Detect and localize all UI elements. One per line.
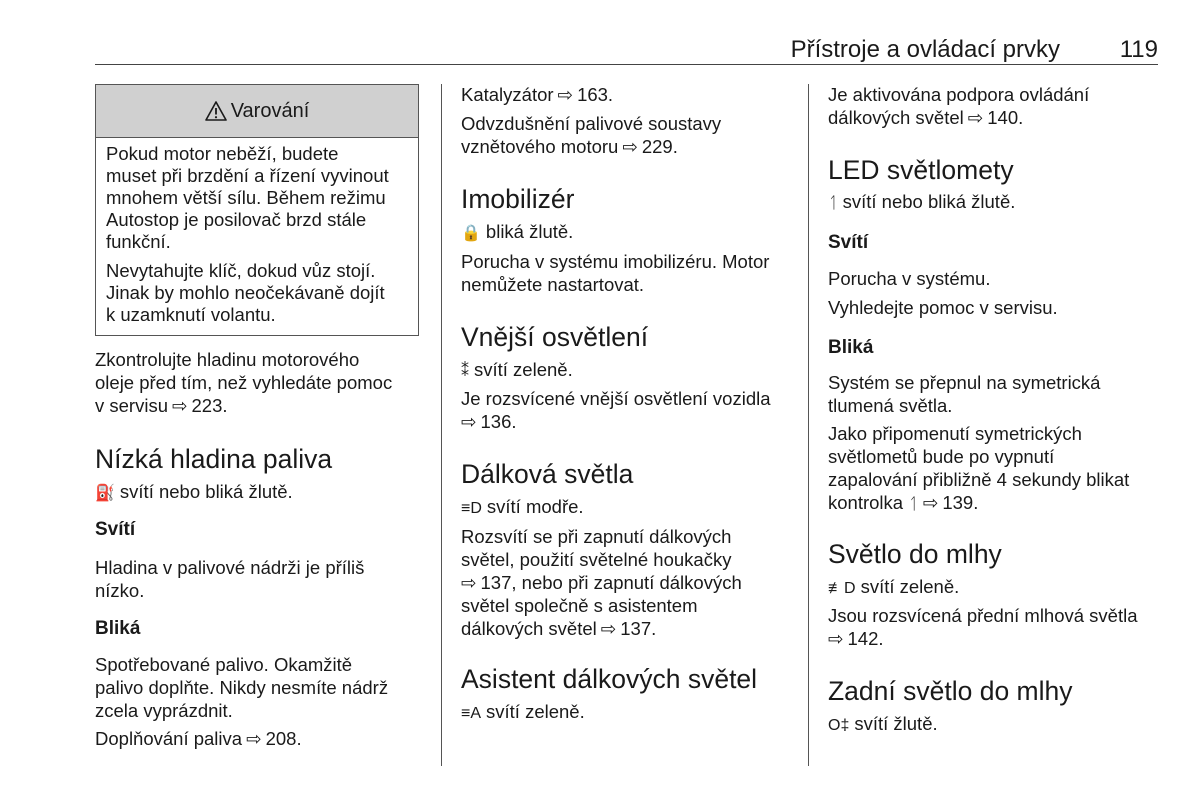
section-heading-immobilizer: Imobilizér (461, 184, 575, 214)
symbol-description: svítí žlutě. (854, 713, 938, 734)
paragraph-line (461, 618, 656, 641)
paragraph-line (461, 411, 517, 434)
page-reference: 208. (265, 728, 302, 749)
rear-fog-light-icon: O‡ (828, 717, 850, 734)
paragraph-line (461, 84, 613, 107)
section-heading-high-beam-assist: Asistent dálkových světel (461, 664, 758, 694)
paragraph-line (461, 359, 573, 384)
reference-arrow-icon: ⇨ (557, 84, 574, 105)
warning-text-line: mnohem větší sílu. Během režimu (106, 187, 386, 208)
page-reference: 136. (480, 411, 517, 432)
subheading-sviti: Svítí (95, 519, 136, 540)
page-reference: 137. (620, 618, 657, 639)
page-section-title: Přístroje a ovládací prvky (790, 36, 1060, 63)
section-heading-rear-fog-light: Zadní světlo do mlhy (828, 676, 1073, 706)
high-beam-assist-icon: ≡A (461, 705, 482, 722)
paragraph-line: Odvzdušnění palivové soustavy (461, 113, 722, 134)
paragraph-line (461, 496, 584, 521)
page-reference: 229. (641, 136, 678, 157)
paragraph-line (461, 701, 585, 726)
paragraph-line: Rozsvítí se při zapnutí dálkových (461, 526, 732, 547)
page-reference: 142. (847, 628, 884, 649)
reference-arrow-icon: ⇨ (828, 628, 844, 649)
reference-arrow-icon: ⇨ (461, 572, 477, 593)
paragraph-line (828, 713, 938, 738)
paragraph-line: Je aktivována podpora ovládání (828, 84, 1090, 105)
paragraph-line: světel společně s asistentem (461, 595, 698, 616)
paragraph-text: kontrolka (828, 492, 904, 513)
symbol-description: svítí zeleně. (486, 701, 585, 722)
paragraph-line: Zkontrolujte hladinu motorového (95, 349, 360, 370)
paragraph-line: Spotřebované palivo. Okamžitě (95, 654, 353, 675)
paragraph-text: vznětového motoru (461, 136, 619, 157)
reference-arrow-icon: ⇨ (172, 395, 188, 416)
section-heading-high-beam: Dálková světla (461, 459, 634, 489)
paragraph-line (461, 221, 573, 246)
warning-heading-label: Varování (230, 99, 310, 122)
paragraph-line (828, 107, 1023, 130)
header-divider (95, 64, 1158, 65)
paragraph-text: dálkových světel (828, 107, 964, 128)
reference-arrow-icon: ⇨ (246, 728, 262, 749)
warning-text-line: muset při brzdění a řízení vyvinout (106, 165, 389, 186)
symbol-description: svítí zeleně. (860, 576, 960, 597)
warning-text-line: funkční. (106, 231, 171, 252)
warning-heading (96, 85, 418, 138)
paragraph-line: Hladina v palivové nádrži je příliš (95, 557, 365, 578)
page-reference: 140. (987, 107, 1024, 128)
paragraph-text: Doplňování paliva (95, 728, 243, 749)
symbol-description: svítí nebo bliká žlutě. (119, 481, 293, 502)
paragraph-line (828, 628, 884, 651)
paragraph-line: oleje před tím, než vyhledáte pomoc (95, 372, 393, 393)
exterior-light-icon: ⁑ (461, 363, 469, 380)
symbol-description: svítí nebo bliká žlutě. (842, 191, 1016, 212)
paragraph-line (461, 136, 678, 159)
paragraph-line (828, 191, 1015, 216)
paragraph-line (828, 576, 959, 601)
reference-arrow-icon: ⇨ (600, 618, 617, 639)
paragraph-line (95, 395, 228, 418)
paragraph-line: světel, použití světelné houkačky (461, 549, 732, 570)
symbol-description: svítí modře. (486, 496, 584, 517)
section-heading-led-headlights: LED světlomety (828, 155, 1014, 185)
warning-text-line: Autostop je posilovač brzd stále (106, 209, 367, 230)
paragraph-line: Je rozsvícené vnější osvětlení vozidla (461, 388, 771, 409)
reference-arrow-icon: ⇨ (967, 107, 984, 128)
page-reference: 163. (577, 84, 614, 105)
section-heading-low-fuel: Nízká hladina paliva (95, 444, 333, 474)
high-beam-icon: ≡D (461, 500, 482, 517)
paragraph-line: tlumená světla. (828, 395, 953, 416)
paragraph-line: zcela vyprázdnit. (95, 700, 233, 721)
led-headlight-icon: ᛐ (828, 195, 838, 212)
symbol-description: bliká žlutě. (485, 221, 574, 242)
reference-arrow-icon: ⇨ (922, 492, 939, 513)
warning-text-line: Pokud motor neběží, budete (106, 143, 339, 164)
section-heading-fog-light: Světlo do mlhy (828, 539, 1002, 569)
warning-text-line: Nevytahujte klíč, dokud vůz stojí. (106, 260, 376, 281)
warning-triangle-icon (205, 101, 227, 121)
warning-text-line: Jinak by mohlo neočekávaně dojít (106, 282, 385, 303)
paragraph-text: dálkových světel (461, 618, 597, 639)
paragraph-line (828, 492, 978, 517)
fuel-pump-icon: ⛽ (95, 485, 115, 502)
paragraph-line: Porucha v systému. (828, 268, 991, 289)
paragraph-line: Vyhledejte pomoc v servisu. (828, 297, 1058, 318)
paragraph-text: v servisu (95, 395, 168, 416)
paragraph-line: zapalování přibližně 4 sekundy blikat (828, 469, 1130, 490)
page-reference: 139. (942, 492, 979, 513)
warning-text-line: k uzamknutí volantu. (106, 304, 276, 325)
paragraph-text: 137, nebo při zapnutí dálkových (480, 572, 742, 593)
column-divider (808, 84, 809, 766)
section-heading-exterior-lights: Vnější osvětlení (461, 322, 649, 352)
paragraph-line (95, 728, 302, 751)
paragraph-line: Jsou rozsvícená přední mlhová světla (828, 605, 1138, 626)
paragraph-line (461, 572, 742, 595)
reference-arrow-icon: ⇨ (461, 411, 477, 432)
reference-arrow-icon: ⇨ (622, 136, 638, 157)
paragraph-line: světlometů bude po vypnutí (828, 446, 1055, 467)
paragraph-line: Systém se přepnul na symetrická (828, 372, 1101, 393)
paragraph-line: nemůžete nastartovat. (461, 274, 645, 295)
paragraph-line (95, 481, 293, 506)
led-headlight-icon: ᛐ (908, 496, 918, 513)
paragraph-line: Jako připomenutí symetrických (828, 423, 1082, 444)
subheading-blika: Bliká (828, 337, 874, 358)
subheading-blika: Bliká (95, 618, 141, 639)
paragraph-line: Porucha v systému imobilizéru. Motor (461, 251, 770, 272)
page-number: 119 (1119, 36, 1158, 63)
paragraph-line: nízko. (95, 580, 145, 601)
paragraph-line: palivo doplňte. Nikdy nesmíte nádrž (95, 677, 389, 698)
subheading-sviti: Svítí (828, 232, 869, 253)
column-divider (441, 84, 442, 766)
front-fog-light-icon: ≢D (828, 580, 856, 597)
symbol-description: svítí zeleně. (474, 359, 573, 380)
car-key-lock-icon: 🔒 (461, 225, 481, 242)
page-reference: 223. (191, 395, 228, 416)
paragraph-text: Katalyzátor (461, 84, 554, 105)
